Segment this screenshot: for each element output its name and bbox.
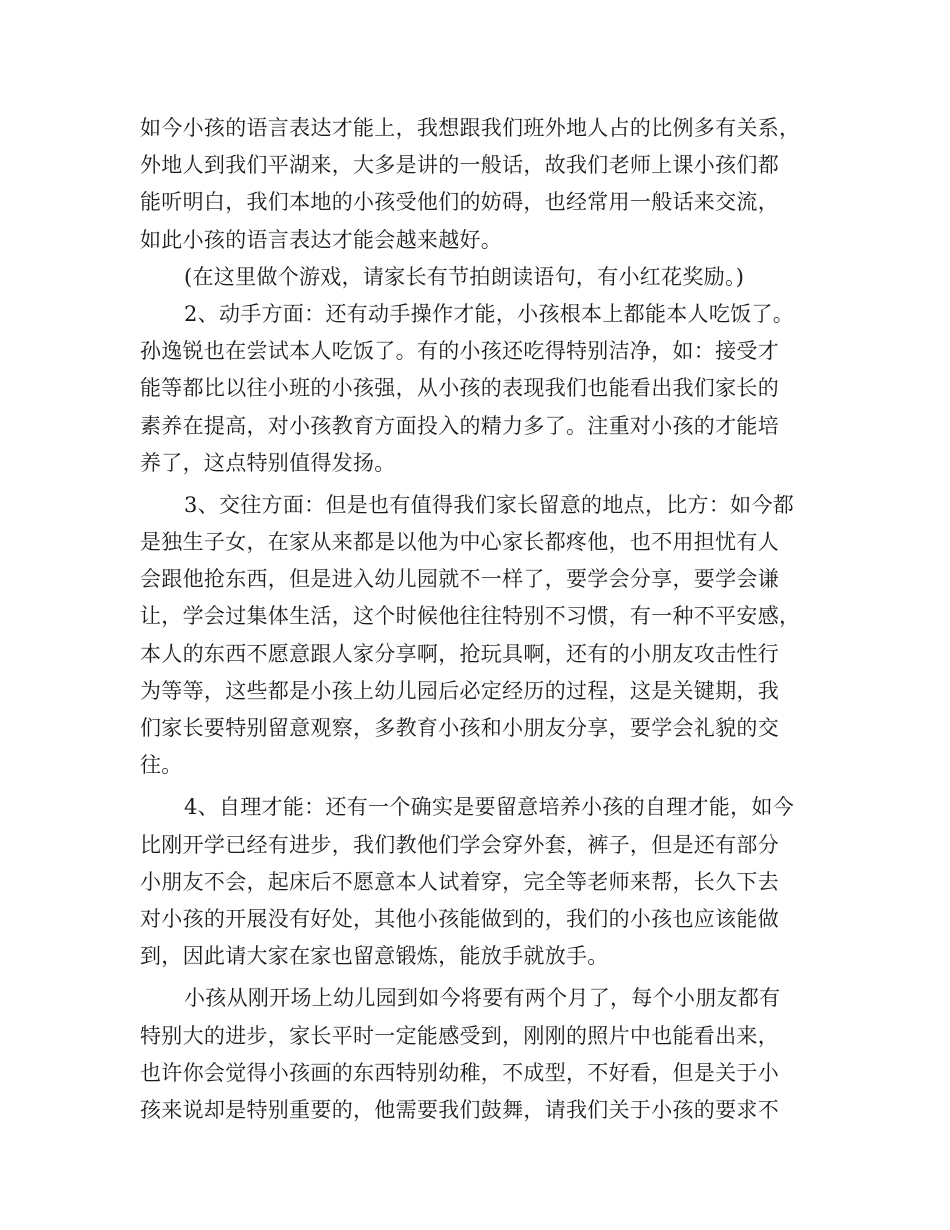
text-line: 特别大的进步，家长平时一定能感受到，刚刚的照片中也能看出来，	[140, 1023, 779, 1048]
paragraph-6	[140, 980, 830, 1129]
text-line: 能等都比以往小班的小孩强，从小孩的表现我们也能看出我们家长的	[140, 376, 779, 401]
paragraph-4	[140, 487, 830, 785]
paragraph-3	[140, 296, 830, 482]
text-line: 比刚开学已经有进步，我们教他们学会穿外套，裤子，但是还有部分	[140, 832, 779, 857]
text-line: (在这里做个游戏，请家长有节拍朗读语句，有小红花奖励。)	[184, 264, 745, 289]
text-line: 会跟他抢东西，但是进入幼儿园就不一样了，要学会分享，要学会谦	[140, 567, 779, 592]
text-line: 能听明白，我们本地的小孩受他们的妨碍，也经常用一般话来交流，	[140, 190, 779, 215]
document-body	[140, 110, 830, 1129]
text-line: 往。	[140, 753, 183, 778]
text-line: 是独生子女，在家从来都是以他为中心家长都疼他，也不用担忧有人	[140, 530, 779, 555]
text-line: 对小孩的开展没有好处，其他小孩能做到的，我们的小孩也应该能做	[140, 906, 779, 931]
text-line: 小孩从刚开场上幼儿园到如今将要有两个月了，每个小朋友都有	[184, 986, 781, 1011]
text-line: 养了，这点特别值得发扬。	[140, 450, 396, 475]
text-line: 为等等，这些都是小孩上幼儿园后必定经历的过程，这是关键期，我	[140, 678, 779, 703]
text-line: 如此小孩的语言表达才能会越来越好。	[140, 227, 503, 252]
text-line: 孙逸锐也在尝试本人吃饭了。有的小孩还吃得特别洁净，如：接受才	[140, 339, 779, 364]
paragraph-2	[140, 259, 830, 296]
paragraph-5	[140, 789, 830, 975]
text-line: 让，学会过集体生活，这个时候他往往特别不习惯，有一种不平安感，	[140, 604, 801, 629]
text-line: 小朋友不会，起床后不愿意本人试着穿，完全等老师来帮，长久下去	[140, 869, 779, 894]
text-line: 们家长要特别留意观察，多教育小孩和小朋友分享，要学会礼貌的交	[140, 716, 779, 740]
text-line: 2、动手方面：还有动手操作才能，小孩根本上都能本人吃饭了。	[184, 301, 795, 326]
text-line: 外地人到我们平湖来，大多是讲的一般话，故我们老师上课小孩们都	[140, 153, 779, 178]
text-line: 素养在提高，对小孩教育方面投入的精力多了。注重对小孩的才能培	[140, 413, 779, 438]
text-line: 也许你会觉得小孩画的东西特别幼稚，不成型，不好看，但是关于小	[140, 1060, 779, 1085]
text-line: 4、自理才能：还有一个确实是要留意培养小孩的自理才能，如今	[184, 795, 795, 820]
text-line: 如今小孩的语言表达才能上，我想跟我们班外地人占的比例多有关系，	[140, 116, 801, 140]
paragraph-1	[140, 110, 830, 259]
text-line: 3、交往方面：但是也有值得我们家长留意的地点，比方：如今都	[184, 492, 795, 517]
text-line: 本人的东西不愿意跟人家分享啊，抢玩具啊，还有的小朋友攻击性行	[140, 641, 779, 666]
text-line: 到，因此请大家在家也留意锻炼，能放手就放手。	[140, 944, 609, 969]
text-line: 孩来说却是特别重要的，他需要我们鼓舞，请我们关于小孩的要求不	[140, 1097, 779, 1122]
